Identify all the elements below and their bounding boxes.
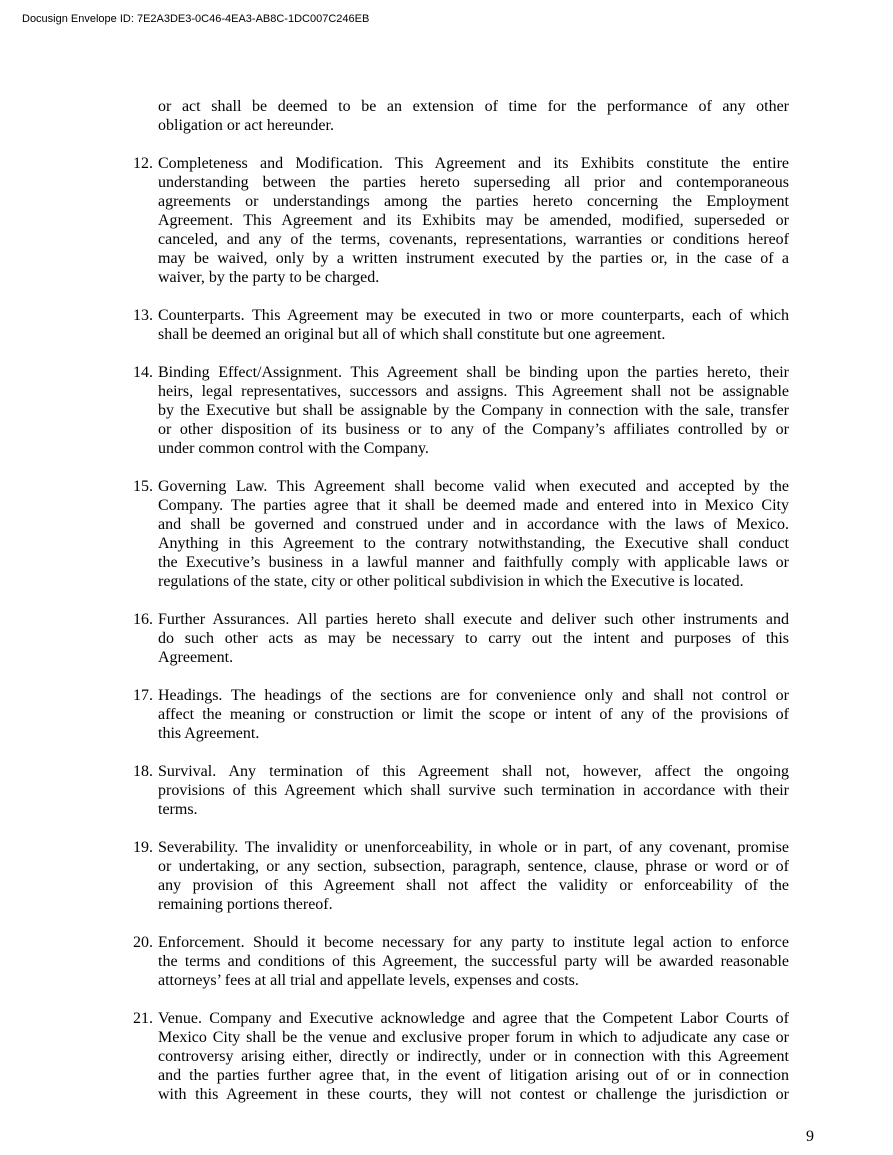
text-line: Mexico City shall be the venue and exclusive proper forum in which to adjudicate any case or: [158, 1029, 789, 1046]
clause-number: 17.: [133, 687, 153, 704]
text-line: Completeness and Modification. This Agreement and its Exhibits constitute the entire: [158, 155, 789, 172]
text-line: or undertaking, or any section, subsection, paragraph, sentence, clause, phrase or word or of: [158, 858, 789, 875]
text-line: controversy arising either, directly or indirectly, under or in connection with this Agreement: [158, 1048, 789, 1065]
clause-number: 19.: [133, 839, 153, 856]
text-line: remaining portions thereof.: [158, 896, 333, 913]
clause-paragraph: [133, 306, 789, 344]
clause-paragraph: [133, 762, 789, 819]
clause-number: 15.: [133, 478, 153, 495]
text-line: the terms and conditions of this Agreement, the successful party will be awarded reasonable: [158, 953, 789, 970]
text-line: by the Executive but shall be assignable by the Company in connection with the sale, transfer: [158, 402, 789, 419]
clause-number: 13.: [133, 307, 153, 324]
text-line: Survival. Any termination of this Agreement shall not, however, affect the ongoing: [158, 763, 789, 780]
text-line: Enforcement. Should it become necessary for any party to institute legal action to enforce: [158, 934, 789, 951]
text-line: or act shall be deemed to be an extension of time for the performance of any other: [158, 98, 789, 115]
text-line: terms.: [158, 801, 198, 818]
text-line: do such other acts as may be necessary to carry out the intent and purposes of this: [158, 630, 789, 647]
text-line: heirs, legal representatives, successors and assigns. This Agreement shall not be assignable: [158, 383, 789, 400]
clause-number: 20.: [133, 934, 153, 951]
text-line: and shall be governed and construed under and in accordance with the laws of Mexico.: [158, 516, 789, 533]
text-line: affect the meaning or construction or limit the scope or intent of any of the provisions of: [158, 706, 789, 723]
clause-number: 21.: [133, 1010, 153, 1027]
text-line: regulations of the state, city or other political subdivision in which the Executive is located.: [158, 573, 744, 590]
text-line: with this Agreement in these courts, they will not contest or challenge the jurisdiction or: [158, 1086, 789, 1103]
text-line: Headings. The headings of the sections are for convenience only and shall not control or: [158, 687, 789, 704]
text-line: attorneys’ fees at all trial and appellate levels, expenses and costs.: [158, 972, 579, 989]
clause-paragraph: [133, 933, 789, 990]
text-line: waiver, by the party to be charged.: [158, 269, 380, 286]
text-line: Venue. Company and Executive acknowledge and agree that the Competent Labor Courts of: [158, 1010, 789, 1027]
text-line: provisions of this Agreement which shall survive such termination in accordance with their: [158, 782, 789, 799]
clause-number: 16.: [133, 611, 153, 628]
text-line: may be waived, only by a written instrument executed by the parties or, in the case of a: [158, 250, 789, 267]
document-body: [133, 97, 789, 1123]
clause-paragraph: [133, 477, 789, 591]
clause-paragraph: [133, 686, 789, 743]
text-line: Agreement.: [158, 649, 234, 666]
clause-paragraph: [133, 154, 789, 287]
text-line: Counterparts. This Agreement may be executed in two or more counterparts, each of which: [158, 307, 789, 324]
clause-number: 14.: [133, 364, 153, 381]
clause-paragraph: [133, 610, 789, 667]
text-line: canceled, and any of the terms, covenants, representations, warranties or conditions hereof: [158, 231, 789, 248]
text-line: or other disposition of its business or to any of the Company’s affiliates controlled by or: [158, 421, 789, 438]
clause-paragraph: [133, 97, 789, 135]
text-line: any provision of this Agreement shall not affect the validity or enforceability of the: [158, 877, 789, 894]
text-line: obligation or act hereunder.: [158, 117, 334, 134]
clause-paragraph: [133, 1009, 789, 1104]
text-line: Anything in this Agreement to the contrary notwithstanding, the Executive shall conduct: [158, 535, 789, 552]
text-line: shall be deemed an original but all of which shall constitute but one agreement.: [158, 326, 666, 343]
text-line: the Executive’s business in a lawful manner and faithfully comply with applicable laws or: [158, 554, 789, 571]
clause-paragraph: [133, 838, 789, 914]
text-line: this Agreement.: [158, 725, 260, 742]
text-line: Binding Effect/Assignment. This Agreement shall be binding upon the parties hereto, their: [158, 364, 789, 381]
clause-number: 18.: [133, 763, 153, 780]
text-line: Severability. The invalidity or unenforceability, in whole or in part, of any covenant, promise: [158, 839, 789, 856]
text-line: under common control with the Company.: [158, 440, 429, 457]
envelope-id: Docusign Envelope ID: 7E2A3DE3-0C46-4EA3-AB8C-1DC007C246EB: [22, 13, 370, 25]
clause-paragraph: [133, 363, 789, 458]
text-line: Agreement. This Agreement and its Exhibits may be amended, modified, superseded or: [158, 212, 789, 229]
page-number: 9: [806, 1128, 814, 1145]
text-line: Governing Law. This Agreement shall become valid when executed and accepted by the: [158, 478, 789, 495]
text-line: agreements or understandings among the parties hereto concerning the Employment: [158, 193, 789, 210]
text-line: Further Assurances. All parties hereto shall execute and deliver such other instruments and: [158, 611, 789, 628]
text-line: and the parties further agree that, in the event of litigation arising out of or in connection: [158, 1067, 789, 1084]
text-line: Company. The parties agree that it shall be deemed made and entered into in Mexico City: [158, 497, 789, 514]
clause-number: 12.: [133, 155, 153, 172]
text-line: understanding between the parties hereto superseding all prior and contemporaneous: [158, 174, 789, 191]
